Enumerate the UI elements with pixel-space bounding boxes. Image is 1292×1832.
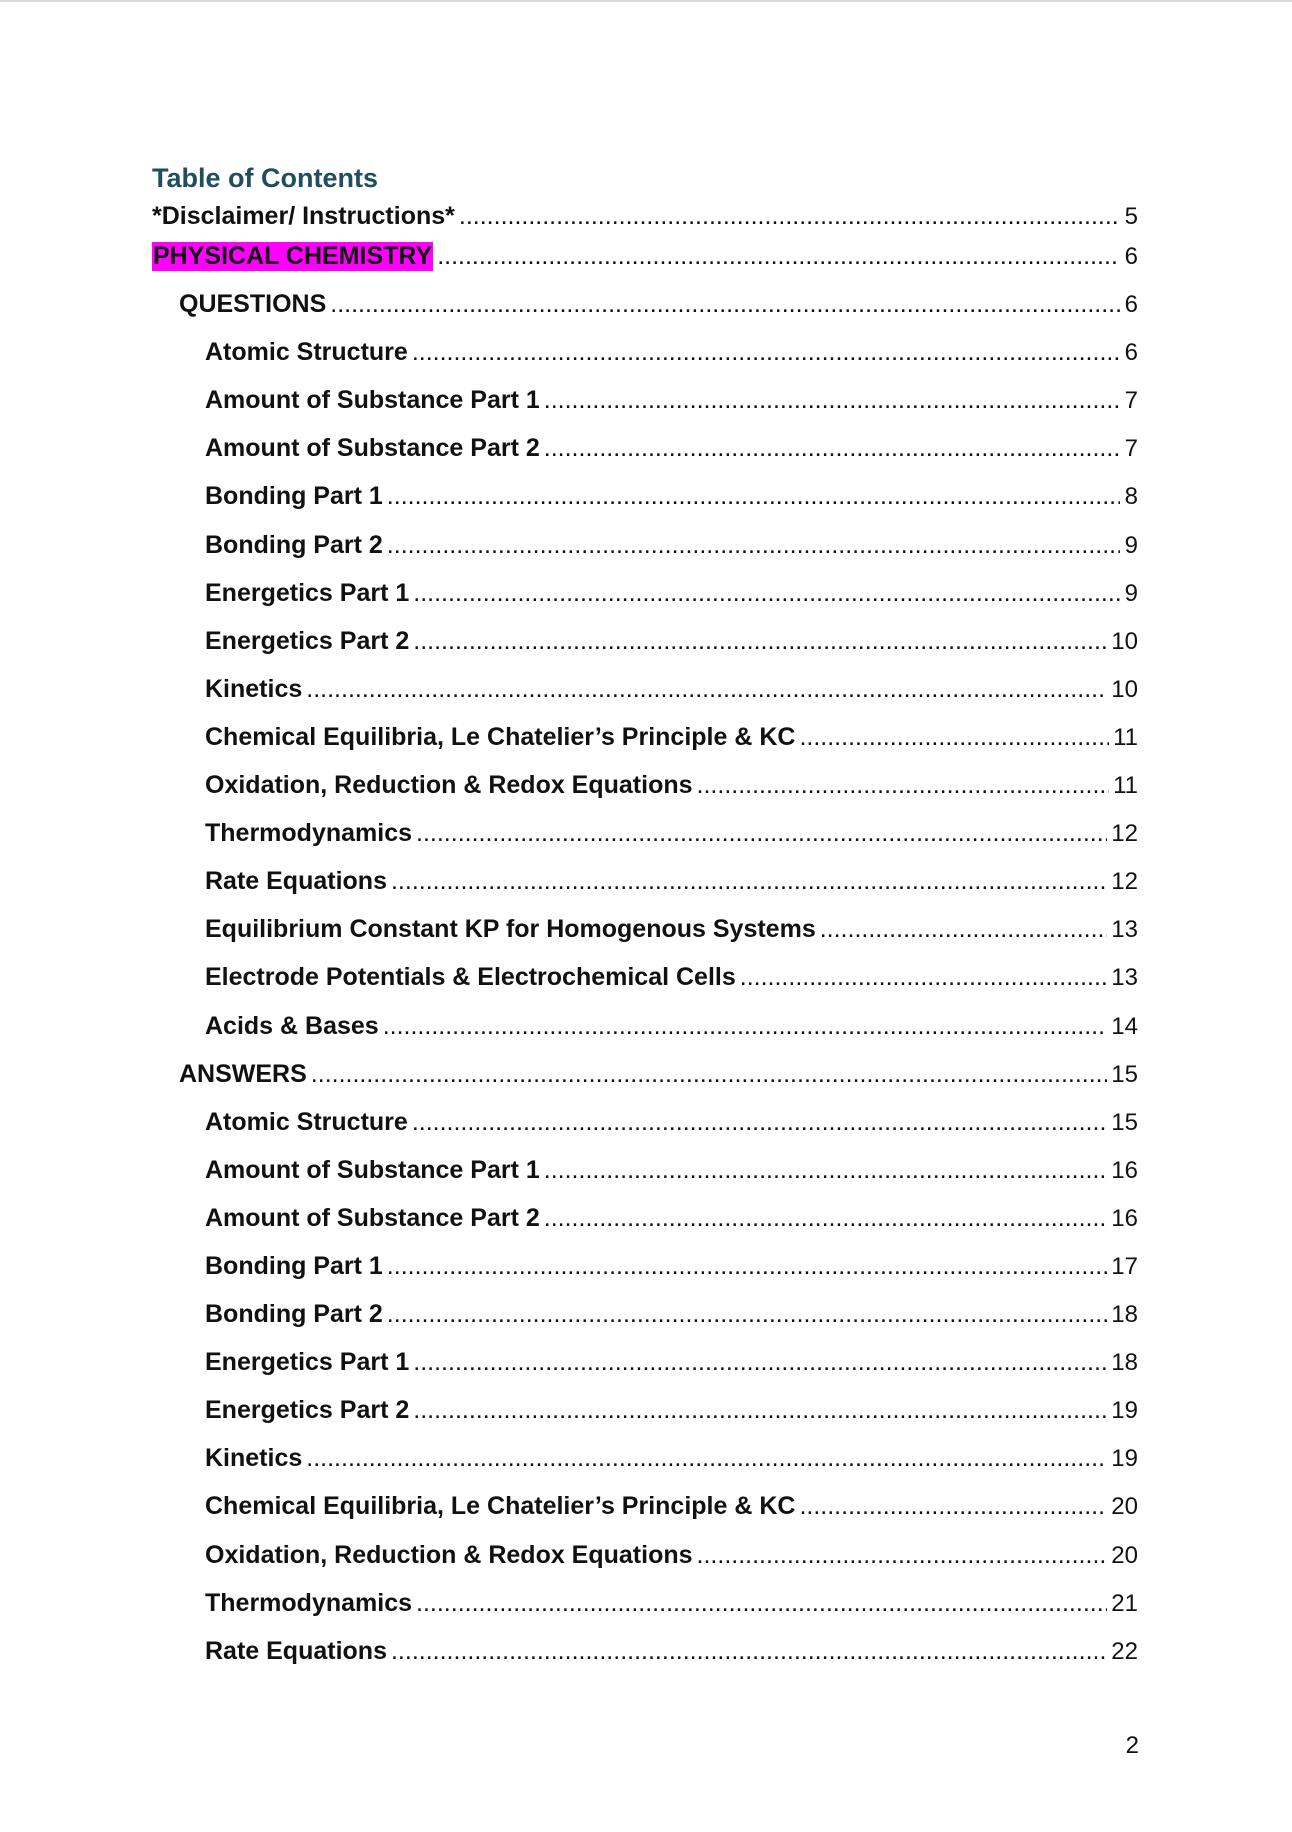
toc-entry[interactable] [152,627,1138,675]
toc-entry[interactable] [152,482,1138,530]
toc-entry-label: Energetics Part 1 [205,1348,410,1377]
toc-dot-leader [697,771,1110,800]
toc-entry[interactable] [152,242,1138,290]
toc-dot-leader [387,531,1120,560]
toc-entry-page: 9 [1124,579,1138,607]
toc-dot-leader [740,963,1108,992]
toc-entry-page: 6 [1124,339,1138,367]
toc-entry-page: 6 [1124,243,1138,270]
toc-entry-label: Equilibrium Constant KP for Homogenous Systems [205,915,816,944]
toc-entry-label: PHYSICAL CHEMISTRY [153,242,433,270]
toc-entry-page: 9 [1124,531,1138,559]
toc-dot-leader [306,1444,1107,1473]
toc-entry-label: *Disclaimer/ Instructions* [152,202,455,230]
toc-entry-label: Bonding Part 1 [205,482,383,511]
toc-dot-leader [311,1060,1108,1089]
toc-entry-label: Amount of Substance Part 2 [205,434,540,463]
toc-entry-label: Atomic Structure [205,1107,408,1136]
toc-dot-leader [391,867,1107,896]
toc-entry-label: Amount of Substance Part 1 [205,386,540,415]
toc-entry-page: 15 [1111,1060,1138,1088]
toc-entry-page: 8 [1124,483,1138,511]
toc-dot-leader [416,1589,1107,1618]
toc-dot-leader [437,242,1120,271]
toc-entry-label: Bonding Part 2 [205,1300,383,1329]
toc-entry-page: 7 [1124,435,1138,463]
toc-entry-page: 20 [1111,1541,1138,1569]
toc-entry[interactable] [152,386,1138,434]
toc-dot-leader [413,1348,1107,1377]
toc-entry-page: 10 [1111,675,1138,703]
toc-entry[interactable] [152,723,1138,771]
toc-entry-label: Kinetics [205,674,303,703]
toc-dot-leader [697,1541,1108,1570]
toc-dot-leader [387,1300,1108,1329]
toc-entry-page: 13 [1111,964,1138,992]
toc-entry-label: Amount of Substance Part 1 [205,1155,540,1184]
toc-entry-label: Kinetics [205,1444,303,1473]
toc-entry[interactable] [152,675,1138,723]
toc-entry[interactable] [152,963,1138,1011]
toc-entry[interactable] [152,338,1138,386]
toc-dot-leader [544,434,1120,463]
toc-dot-leader [799,723,1109,752]
toc-entry-label: Bonding Part 2 [205,530,383,559]
toc-entry[interactable] [152,1156,1138,1204]
toc-dot-leader [412,338,1120,367]
toc-entry[interactable] [152,1444,1138,1492]
toc-entry[interactable] [152,1204,1138,1252]
toc-entry[interactable] [152,1589,1138,1637]
toc-entry-page: 6 [1124,291,1138,319]
page-number: 2 [1125,1732,1139,1759]
toc-dot-leader [383,1012,1108,1041]
toc-dot-leader [799,1492,1107,1521]
toc-entry-label: Energetics Part 2 [205,626,410,655]
toc-dot-leader [306,675,1107,704]
toc-entry-label: Oxidation, Reduction & Redox Equations [205,771,693,800]
toc-entry-page: 11 [1113,723,1138,751]
toc-entry[interactable] [152,531,1138,579]
toc-dot-leader [387,482,1120,511]
toc-entry-page: 18 [1111,1301,1138,1329]
toc-entry-page: 14 [1111,1012,1138,1040]
toc-dot-leader [820,915,1108,944]
table-of-contents [152,158,1138,1685]
toc-entry[interactable] [152,290,1138,338]
toc-entry-label: Energetics Part 1 [205,578,410,607]
toc-entry-label: Acids & Bases [205,1011,379,1040]
toc-entry[interactable] [152,1396,1138,1444]
toc-entry[interactable] [152,1060,1138,1108]
toc-entry-label: Bonding Part 1 [205,1251,383,1280]
toc-entry[interactable] [152,1108,1138,1156]
toc-title: Table of Contents [152,163,378,193]
toc-entry-page: 15 [1111,1108,1138,1136]
toc-entry[interactable] [152,1348,1138,1396]
toc-dot-leader [416,819,1107,848]
toc-entry[interactable] [152,1541,1138,1589]
toc-entry-page: 12 [1111,868,1138,896]
toc-entry-label: Chemical Equilibria, Le Chatelier’s Principle & KC [205,722,796,751]
toc-entry-page: 7 [1124,387,1138,415]
toc-entry-label: Thermodynamics [205,1588,413,1617]
toc-entry[interactable] [152,915,1138,963]
toc-entry[interactable] [152,579,1138,627]
toc-entry-label: Amount of Substance Part 2 [205,1203,540,1232]
toc-dot-leader [413,579,1120,608]
toc-dot-leader [544,1204,1108,1233]
toc-dot-leader [413,627,1107,656]
toc-entry[interactable] [152,771,1138,819]
toc-entry-page: 18 [1111,1349,1138,1377]
toc-entry[interactable] [152,434,1138,482]
toc-entry[interactable] [152,1492,1138,1540]
toc-entry-page: 16 [1111,1156,1138,1184]
toc-entry-page: 20 [1111,1493,1138,1521]
toc-entry-page: 21 [1111,1589,1138,1617]
page-top-rule [0,0,1292,2]
toc-entry-label: Energetics Part 2 [205,1396,410,1425]
toc-entry-label: Chemical Equilibria, Le Chatelier’s Principle & KC [205,1492,796,1521]
toc-entry-page: 13 [1111,916,1138,944]
toc-entry-label: Atomic Structure [205,338,408,367]
toc-entry-page: 19 [1111,1445,1138,1473]
toc-entry-page: 10 [1111,627,1138,655]
toc-entry-page: 16 [1111,1204,1138,1232]
toc-dot-leader [391,1637,1107,1666]
toc-entry-label: Rate Equations [205,867,387,896]
toc-dot-leader [412,1108,1107,1137]
toc-list [152,202,1138,1685]
toc-entry-page: 12 [1111,820,1138,848]
toc-dot-leader [544,1156,1108,1185]
toc-dot-leader [459,202,1120,231]
toc-entry-page: 11 [1113,772,1138,800]
toc-dot-leader [387,1252,1108,1281]
toc-entry[interactable] [152,202,1138,242]
toc-entry-label: ANSWERS [179,1059,307,1088]
toc-entry[interactable] [152,1012,1138,1060]
toc-entry-label: QUESTIONS [179,290,327,319]
toc-entry-page: 22 [1111,1637,1138,1665]
toc-entry[interactable] [152,819,1138,867]
toc-entry[interactable] [152,1637,1138,1685]
toc-entry-label: Rate Equations [205,1636,387,1665]
toc-entry[interactable] [152,1300,1138,1348]
toc-entry-label: Electrode Potentials & Electrochemical Cells [205,963,736,992]
toc-entry[interactable] [152,867,1138,915]
toc-entry-label: Oxidation, Reduction & Redox Equations [205,1540,693,1569]
toc-dot-leader [330,290,1120,319]
toc-entry-label: Thermodynamics [205,819,413,848]
toc-entry-page: 5 [1124,203,1138,230]
toc-entry-page: 17 [1111,1252,1138,1280]
toc-dot-leader [544,386,1120,415]
toc-entry-page: 19 [1111,1397,1138,1425]
toc-entry[interactable] [152,1252,1138,1300]
toc-dot-leader [413,1396,1107,1425]
